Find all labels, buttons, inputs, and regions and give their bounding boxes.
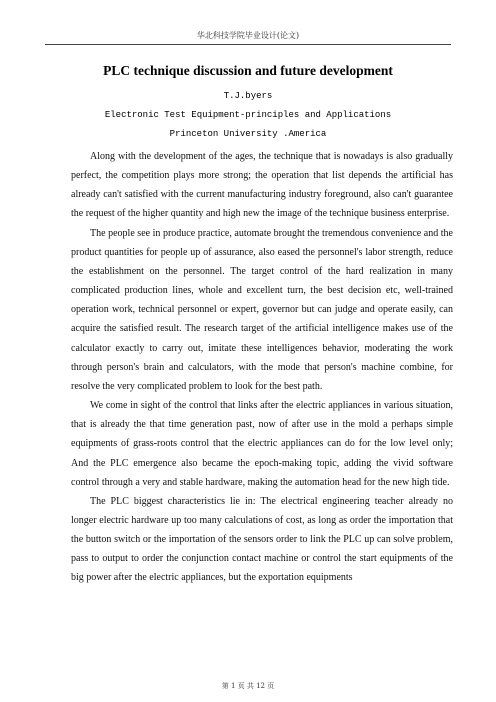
running-header: 华北科技学院毕业设计(论文) <box>196 31 300 40</box>
article-source: Electronic Test Equipment-principles and Applications <box>104 110 392 120</box>
page-number-footer: 第 1 页 共 12 页 <box>221 682 275 690</box>
article-affiliation: Princeton University .America <box>169 129 327 139</box>
body-paragraph: Along with the development of the ages, the technique that is nowadays is also gradually perfect, the competition plays more strong; the operation that list depends the artificial has already can't satisfied with the current manufacturing industry foreground, also can't guarantee the request of the higher quantity and high new the image of the technique business enterprise. <box>71 151 453 220</box>
article-body <box>71 147 453 588</box>
header-divider <box>45 44 451 45</box>
body-paragraph: We come in sight of the control that links after the electric appliances in various situation, that is already the that time generation past, now of after use in the mold a perhaps simple equipments of grass-roots control that the electric appliances can do for the low level only; And the PLC emergence also became the epoch-making topic, adding the vivid software control through a very and stable hardware, making the automation head for the new high tide. <box>71 400 453 488</box>
body-paragraph: The people see in produce practice, automate brought the tremendous convenience and the product quantities for people up of assurance, also eased the personnel's labor strength, reduce the establishment on the personnel. The target control of the hard realization in many complicated production lines, whole and excellent turn, the best decision etc, well-trained operation work, technical personnel or expert, governor but can judge and operate easily, can acquire the satisfied result. The research target of the artificial intelligence makes use of the calculator exactly to carry out, imitate these intelligences behavior, moderating the work through person's brain and calculators, with the mode that person's machine combine, for resolve the very complicated problem to look for the best path. <box>71 227 453 392</box>
article-author: T.J.byers <box>223 91 273 101</box>
article-title: PLC technique discussion and future development <box>103 63 393 78</box>
body-paragraph: The PLC biggest characteristics lie in: The electrical engineering teacher already no longer electric hardware up too many calculations of cost, as long as order the importation that the button switch or the importation of the sensors order to link the PLC up can solve problem, pass to output to order the conjunction contact machine or control the start equipments of the big power after the electric appliances, but the exportation equipments <box>71 495 453 584</box>
